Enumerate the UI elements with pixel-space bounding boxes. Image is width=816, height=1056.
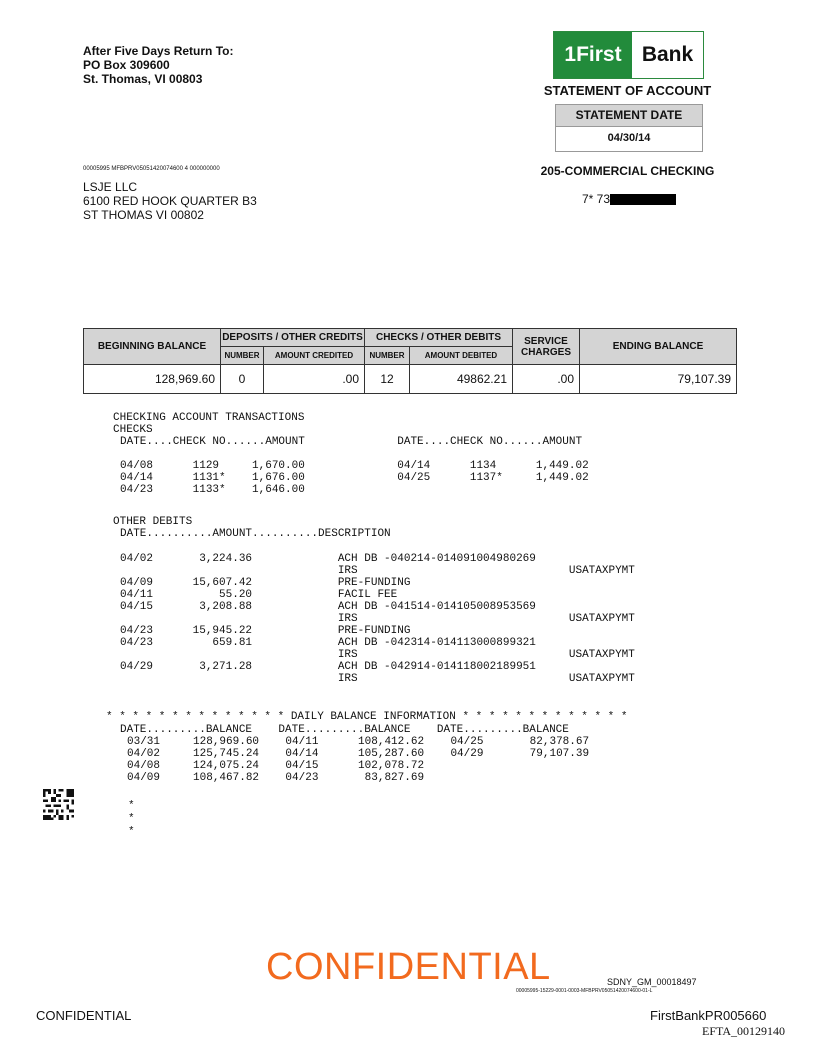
checks-number-header: NUMBER [365, 347, 410, 365]
document-id: 00005995-15229-0001-0003-MFBPRV05051420074600-01-L [516, 988, 653, 994]
logo-green-part: 1First [554, 32, 632, 78]
debit-row: 04/23 659.81 ACH DB -042314-014113000899321 [120, 637, 536, 649]
debit-row: 04/11 55.20 FACIL FEE [120, 589, 398, 601]
return-address [83, 44, 233, 86]
account-type: 205-COMMERCIAL CHECKING [540, 164, 715, 178]
debit-row: 04/09 15,607.42 PRE-FUNDING [120, 577, 411, 589]
return-line-3: St. Thomas, VI 00803 [83, 72, 203, 86]
other-debits-column-header: DATE..........AMOUNT..........DESCRIPTION [120, 528, 391, 540]
bank-logo [553, 31, 704, 79]
redaction-bar [610, 194, 676, 205]
return-line-1: After Five Days Return To: [83, 44, 234, 58]
debit-row: IRS USATAXPYMT [120, 613, 635, 625]
check-row: 04/23 1133* 1,646.00 [120, 484, 305, 496]
daily-balance-column-header: DATE.........BALANCE DATE.........BALANCE DATE.........BALANCE [120, 724, 569, 736]
debit-row: IRS USATAXPYMT [120, 565, 635, 577]
daily-balance-row: 03/31 128,969.60 04/11 108,412.62 04/25 82,378.67 [127, 736, 590, 748]
check-row: 04/08 1129 1,670.00 04/14 1134 1,449.02 [120, 460, 589, 472]
ending-balance-value: 79,107.39 [580, 365, 737, 394]
deposits-number-header: NUMBER [221, 347, 264, 365]
logo-white-part: Bank [641, 43, 694, 66]
check-row: 04/14 1131* 1,676.00 04/25 1137* 1,449.02 [120, 472, 589, 484]
checks-title: CHECKS [113, 424, 153, 436]
account-number-prefix: 7* 73 [582, 192, 611, 206]
statement-date-box [555, 104, 703, 152]
debit-row: IRS USATAXPYMT [120, 649, 635, 661]
efta-number: EFTA_00129140 [702, 1024, 786, 1038]
transactions-section [113, 412, 589, 496]
statement-date-label: STATEMENT DATE [556, 105, 702, 127]
debit-row: 04/29 3,271.28 ACH DB -042914-014118002189951 [120, 661, 536, 673]
customer-address-line-2: ST THOMAS VI 00802 [83, 208, 204, 222]
statement-title: STATEMENT OF ACCOUNT [543, 83, 712, 98]
transactions-title: CHECKING ACCOUNT TRANSACTIONS [113, 412, 305, 424]
customer-address [83, 180, 257, 222]
daily-balance-row: 04/09 108,467.82 04/23 83,827.69 [127, 772, 425, 784]
end-stars: * * * [128, 800, 135, 838]
amount-credited-value: .00 [264, 365, 365, 394]
deposits-header: DEPOSITS / OTHER CREDITS [221, 329, 365, 347]
service-charges-header: SERVICE CHARGES [513, 329, 580, 365]
account-number [582, 192, 676, 206]
account-summary-table [83, 328, 737, 394]
debit-row: IRS USATAXPYMT [120, 673, 635, 685]
beginning-balance-header: BEGINNING BALANCE [84, 329, 221, 365]
debit-row: 04/23 15,945.22 PRE-FUNDING [120, 625, 411, 637]
daily-balance-row: 04/02 125,745.24 04/14 105,287.60 04/29 79,107.39 [127, 748, 590, 760]
ending-balance-header: ENDING BALANCE [580, 329, 737, 365]
customer-address-line-1: 6100 RED HOOK QUARTER B3 [83, 194, 257, 208]
daily-balance-row: 04/08 124,075.24 04/15 102,078.72 [127, 760, 425, 772]
confidential-label: CONFIDENTIAL [36, 1008, 132, 1023]
bates-number: FirstBankPR005660 [650, 1008, 767, 1023]
amount-credited-header: AMOUNT CREDITED [264, 347, 365, 365]
deposits-number-value: 0 [221, 365, 264, 394]
customer-name: LSJE LLC [83, 180, 138, 194]
confidential-watermark: CONFIDENTIAL [266, 946, 551, 988]
sdny-number: SDNY_GM_00018497 [607, 977, 697, 987]
amount-debited-value: 49862.21 [410, 365, 513, 394]
return-line-2: PO Box 309600 [83, 58, 170, 72]
debit-row: 04/02 3,224.36 ACH DB -040214-014091004980269 [120, 553, 536, 565]
checks-column-header: DATE....CHECK NO......AMOUNT DATE....CHECK NO......AMOUNT [120, 436, 583, 448]
amount-debited-header: AMOUNT DEBITED [410, 347, 513, 365]
mailing-barcode-text: 00005995 MFBPRV05051420074600 4 000000000 [83, 166, 220, 172]
daily-balance-section [120, 724, 589, 784]
checks-header: CHECKS / OTHER DEBITS [365, 329, 513, 347]
debit-row: 04/15 3,208.88 ACH DB -041514-014105008953569 [120, 601, 536, 613]
statement-date-value: 04/30/14 [607, 132, 651, 144]
beginning-balance-value: 128,969.60 [84, 365, 221, 394]
other-debits-title: OTHER DEBITS [113, 516, 193, 528]
checks-number-value: 12 [365, 365, 410, 394]
service-charges-value: .00 [513, 365, 580, 394]
daily-balance-banner: * * * * * * * * * * * * * * DAILY BALANCE INFORMATION * * * * * * * * * * * * * [106, 711, 628, 723]
qr-code-icon [43, 789, 74, 820]
other-debits-section [113, 516, 635, 685]
